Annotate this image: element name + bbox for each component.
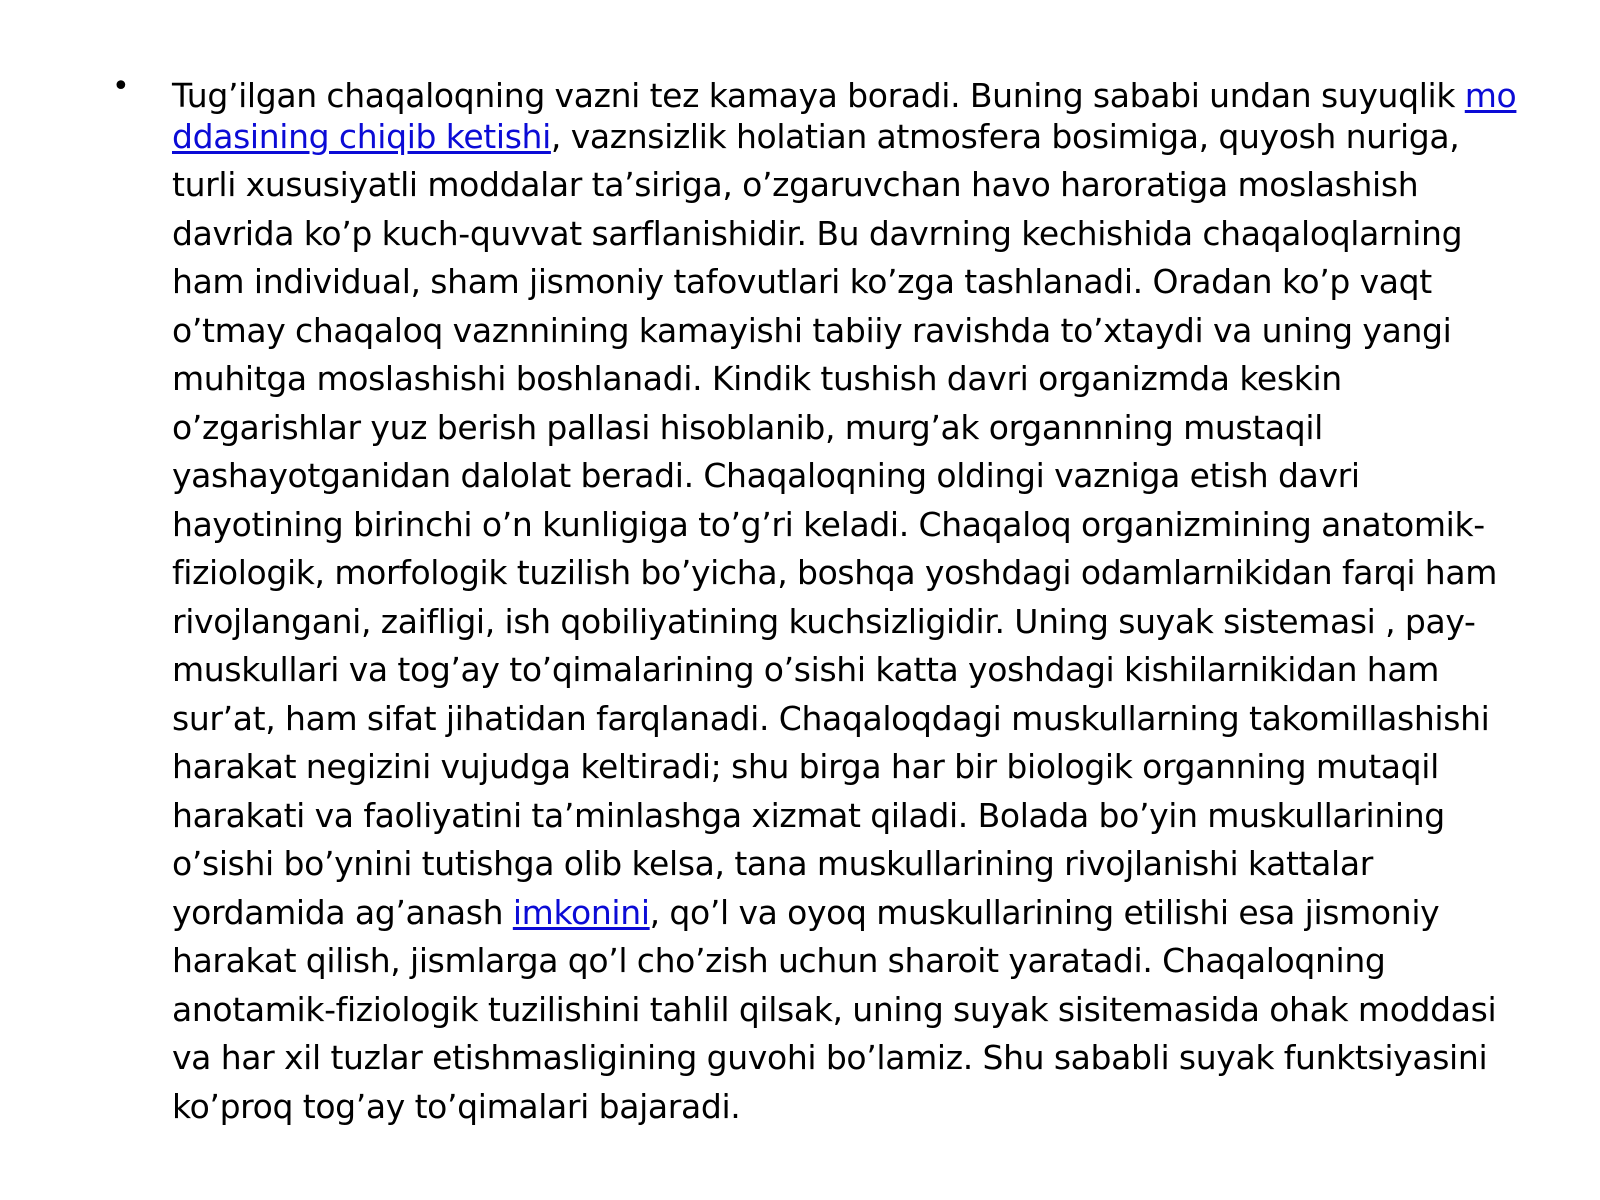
text-line: rivojlangani, zaifligi, ish qobiliyatining kuchsizligidir. Uning suyak sistemasi , pay- (172, 601, 1476, 641)
hyperlink-moddasining-continued[interactable]: ddasining chiqib ketishi (172, 116, 551, 156)
text-line: o’tmay chaqaloq vaznnining kamayishi tabiiy ravishda to’xtaydi va uning yangi (172, 310, 1452, 350)
text-line: ko’proq tog’ay to’qimalari bajaradi. (172, 1086, 741, 1126)
text-line: ham individual, sham jismoniy tafovutlari ko’zga tashlanadi. Oradan ko’p vaqt (172, 262, 1432, 301)
text-line: anotamik-fiziologik tuzilishini tahlil qilsak, uning suyak sisitemasida ohak moddasi (172, 989, 1497, 1029)
text-line: hayotining birinchi o’n kunligiga to’g’ri keladi. Chaqaloq organizmining anatomik- (172, 504, 1485, 544)
text-line: turli xususiyatli moddalar ta’siriga, o’zgaruvchan havo haroratiga moslashish (172, 165, 1419, 204)
hyperlink-moddasining[interactable]: mo (1464, 76, 1517, 115)
text-line: muskullari va tog’ay to’qimalarining o’sishi katta yoshdagi kishilarnikidan ham (172, 650, 1440, 689)
text-segment: Tug’ilgan chaqaloqning vazni tez kamaya boradi. Buning sababi undan suyuqlik (172, 76, 1465, 115)
hyperlink-imkonini[interactable]: imkonini (512, 892, 650, 932)
bullet-marker: • (112, 69, 130, 104)
text-line: harakat qilish, jismlarga qo’l cho’zish uchun sharoit yaratadi. Chaqaloqning (172, 941, 1386, 980)
text-line: davrida ko’p kuch-quvvat sarflanishidir. Bu davrning kechishida chaqaloqlarning (172, 213, 1463, 253)
text-segment: yordamida ag’anash (172, 892, 513, 932)
text-line: va har xil tuzlar etishmasligining guvohi bo’lamiz. Shu sababli suyak funktsiyasini (172, 1038, 1488, 1077)
text-line: harakat negizini vujudga keltiradi; shu birga har bir biologik organning mutaqil (172, 747, 1439, 786)
text-line: o’zgarishlar yuz berish pallasi hisoblanib, murg’ak organnning mustaqil (172, 407, 1323, 447)
text-segment: , vaznsizlik holatian atmosfera bosimiga, quyosh nuriga, (550, 116, 1460, 156)
text-line (172, 889, 1512, 938)
text-line: yashayotganidan dalolat beradi. Chaqaloqning oldingi vazniga etish davri (172, 456, 1360, 495)
text-line: fiziologik, morfologik tuzilish bo’yicha, boshqa yoshdagi odamlarnikidan farqi ham (172, 553, 1498, 592)
text-line (172, 113, 1512, 162)
text-segment: , qo’l va oyoq muskullarining etilishi esa jismoniy (649, 892, 1440, 932)
text-line: sur’at, ham sifat jihatidan farqlanadi. Chaqaloqdagi muskullarning takomillashishi (172, 698, 1490, 738)
paragraph (172, 72, 1517, 1131)
text-line: harakati va faoliyatini ta’minlashga xizmat qiladi. Bolada bo’yin muskullarining (172, 795, 1445, 835)
text-line: o’sishi bo’ynini tutishga olib kelsa, tana muskullarining rivojlanishi kattalar (172, 844, 1373, 883)
text-line: muhitga moslashishi boshlanadi. Kindik tushish davri organizmda keskin (172, 359, 1342, 398)
